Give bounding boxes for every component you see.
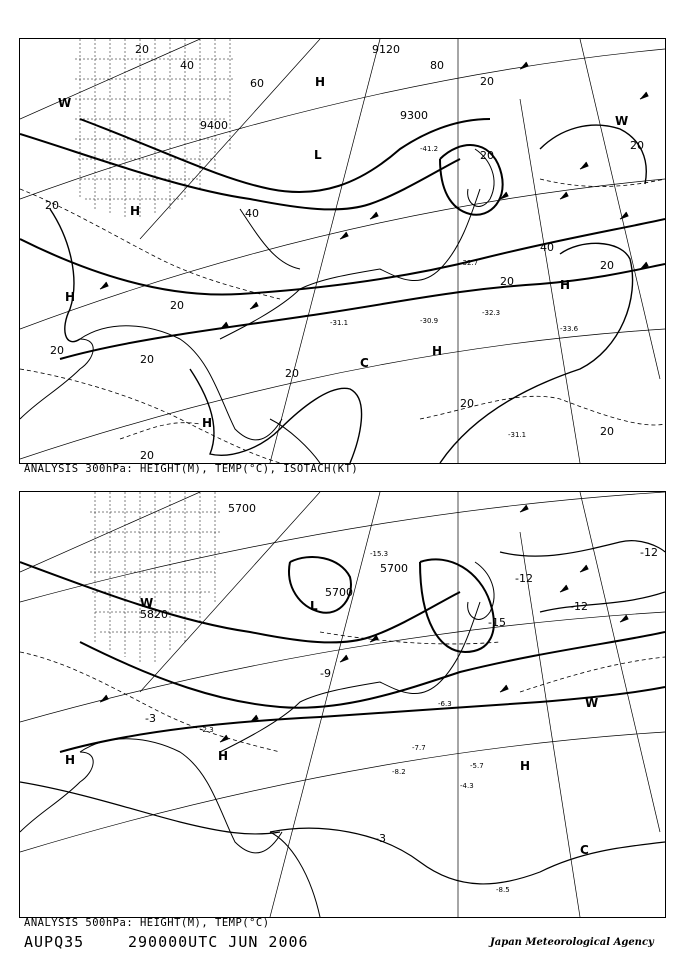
- isotach-label: 20: [630, 139, 644, 152]
- isotach-label: 20: [600, 425, 614, 438]
- isotach-label: 20: [50, 344, 64, 357]
- isotherm-label: -3: [145, 712, 156, 725]
- height-label: 5700: [228, 502, 256, 515]
- station-temp-label: -31.1: [508, 431, 527, 439]
- station-temp-label: -5.7: [470, 762, 484, 770]
- graticule: [20, 39, 665, 463]
- isotach-label: 20: [480, 149, 494, 162]
- station-temp-label: -2.3: [200, 726, 214, 734]
- isotach-label: 20: [140, 449, 154, 462]
- cold-center-symbol: C: [580, 843, 589, 857]
- isotach-label: 20: [285, 367, 299, 380]
- station-temp-label: -32.7: [460, 259, 479, 267]
- station-temp-label: -41.2: [420, 145, 439, 153]
- height-label: 5700: [380, 562, 408, 575]
- high-center-symbol: H: [130, 204, 141, 218]
- station-temp-label: -4.3: [460, 782, 474, 790]
- low-center-symbol: L: [314, 148, 322, 162]
- station-temp-label: -30.9: [420, 317, 439, 325]
- low-center-symbol: L: [310, 599, 318, 613]
- station-temp-label: -6.3: [438, 700, 452, 708]
- isotach-label: 20: [135, 43, 149, 56]
- isotach-label: 20: [460, 397, 474, 410]
- height-label: 5820: [140, 608, 168, 621]
- isotherm-label: -12: [570, 600, 588, 613]
- station-temp-label: -8.5: [496, 886, 510, 894]
- isotach-label: 40: [540, 241, 554, 254]
- high-center-symbol: H: [202, 416, 213, 430]
- high-center-symbol: H: [520, 759, 531, 773]
- map-panel-300hpa: [19, 38, 666, 464]
- station-temp-label: -8.2: [392, 768, 406, 776]
- warm-center-symbol: W: [615, 114, 629, 128]
- isotach-label: 20: [480, 75, 494, 88]
- isotach-labels: [45, 43, 644, 462]
- isotherm-label: -9: [320, 667, 331, 680]
- isotach-label: 40: [180, 59, 194, 72]
- high-center-symbol: H: [432, 344, 443, 358]
- high-center-symbol: H: [218, 749, 229, 763]
- isotach-label: 20: [170, 299, 184, 312]
- station-temp-label: -15.3: [370, 550, 389, 558]
- high-center-symbol: H: [315, 75, 326, 89]
- high-center-symbol: H: [560, 278, 571, 292]
- height-label: 9400: [200, 119, 228, 132]
- pressure-center-symbols: [65, 596, 598, 857]
- isotach-label: 60: [250, 77, 264, 90]
- map-panel-500hpa: [19, 491, 666, 918]
- isotach-label: 20: [500, 275, 514, 288]
- warm-center-symbol: W: [58, 96, 72, 110]
- map-500hpa-canvas: [20, 492, 665, 917]
- isotherm-label: -12: [515, 572, 533, 585]
- warm-center-symbol: W: [585, 696, 599, 710]
- cold-center-symbol: C: [360, 356, 369, 370]
- valid-time: 290000UTC JUN 2006: [128, 933, 309, 951]
- panel-caption-300hpa: ANALYSIS 300hPa: HEIGHT(M), TEMP(°C), ISOTACH(KT): [24, 463, 359, 475]
- station-temp-label: -32.3: [482, 309, 501, 317]
- isotach-label: 20: [600, 259, 614, 272]
- hatched-region: [90, 492, 220, 662]
- isotach-label: 40: [245, 207, 259, 220]
- height-label: 9120: [372, 43, 400, 56]
- isotach-label: 80: [430, 59, 444, 72]
- isotherm-label: -15: [488, 616, 506, 629]
- station-temp-label: -31.1: [330, 319, 349, 327]
- isotach-contours: [50, 125, 646, 463]
- high-center-symbol: H: [65, 753, 76, 767]
- high-center-symbol: H: [65, 290, 76, 304]
- height-labels: [200, 43, 428, 132]
- height-label: 9300: [400, 109, 428, 122]
- isotach-label: 20: [140, 353, 154, 366]
- warm-center-symbol: W: [140, 596, 154, 610]
- chart-id: AUPQ35: [24, 933, 85, 951]
- isotach-label: 20: [45, 199, 59, 212]
- agency-name: Japan Meteorological Agency: [490, 937, 654, 948]
- panel-caption-500hpa: ANALYSIS 500hPa: HEIGHT(M), TEMP(°C): [24, 917, 270, 929]
- isotherm-label: -12: [640, 546, 658, 559]
- height-labels: [140, 502, 408, 621]
- station-temp-label: -7.7: [412, 744, 426, 752]
- wind-barbs: [100, 505, 628, 742]
- height-label: 5700: [325, 586, 353, 599]
- isotherm-label: -3: [375, 832, 386, 845]
- station-temp-label: -33.6: [560, 325, 579, 333]
- isotherm-labels: [145, 546, 658, 845]
- map-300hpa-canvas: [20, 39, 665, 463]
